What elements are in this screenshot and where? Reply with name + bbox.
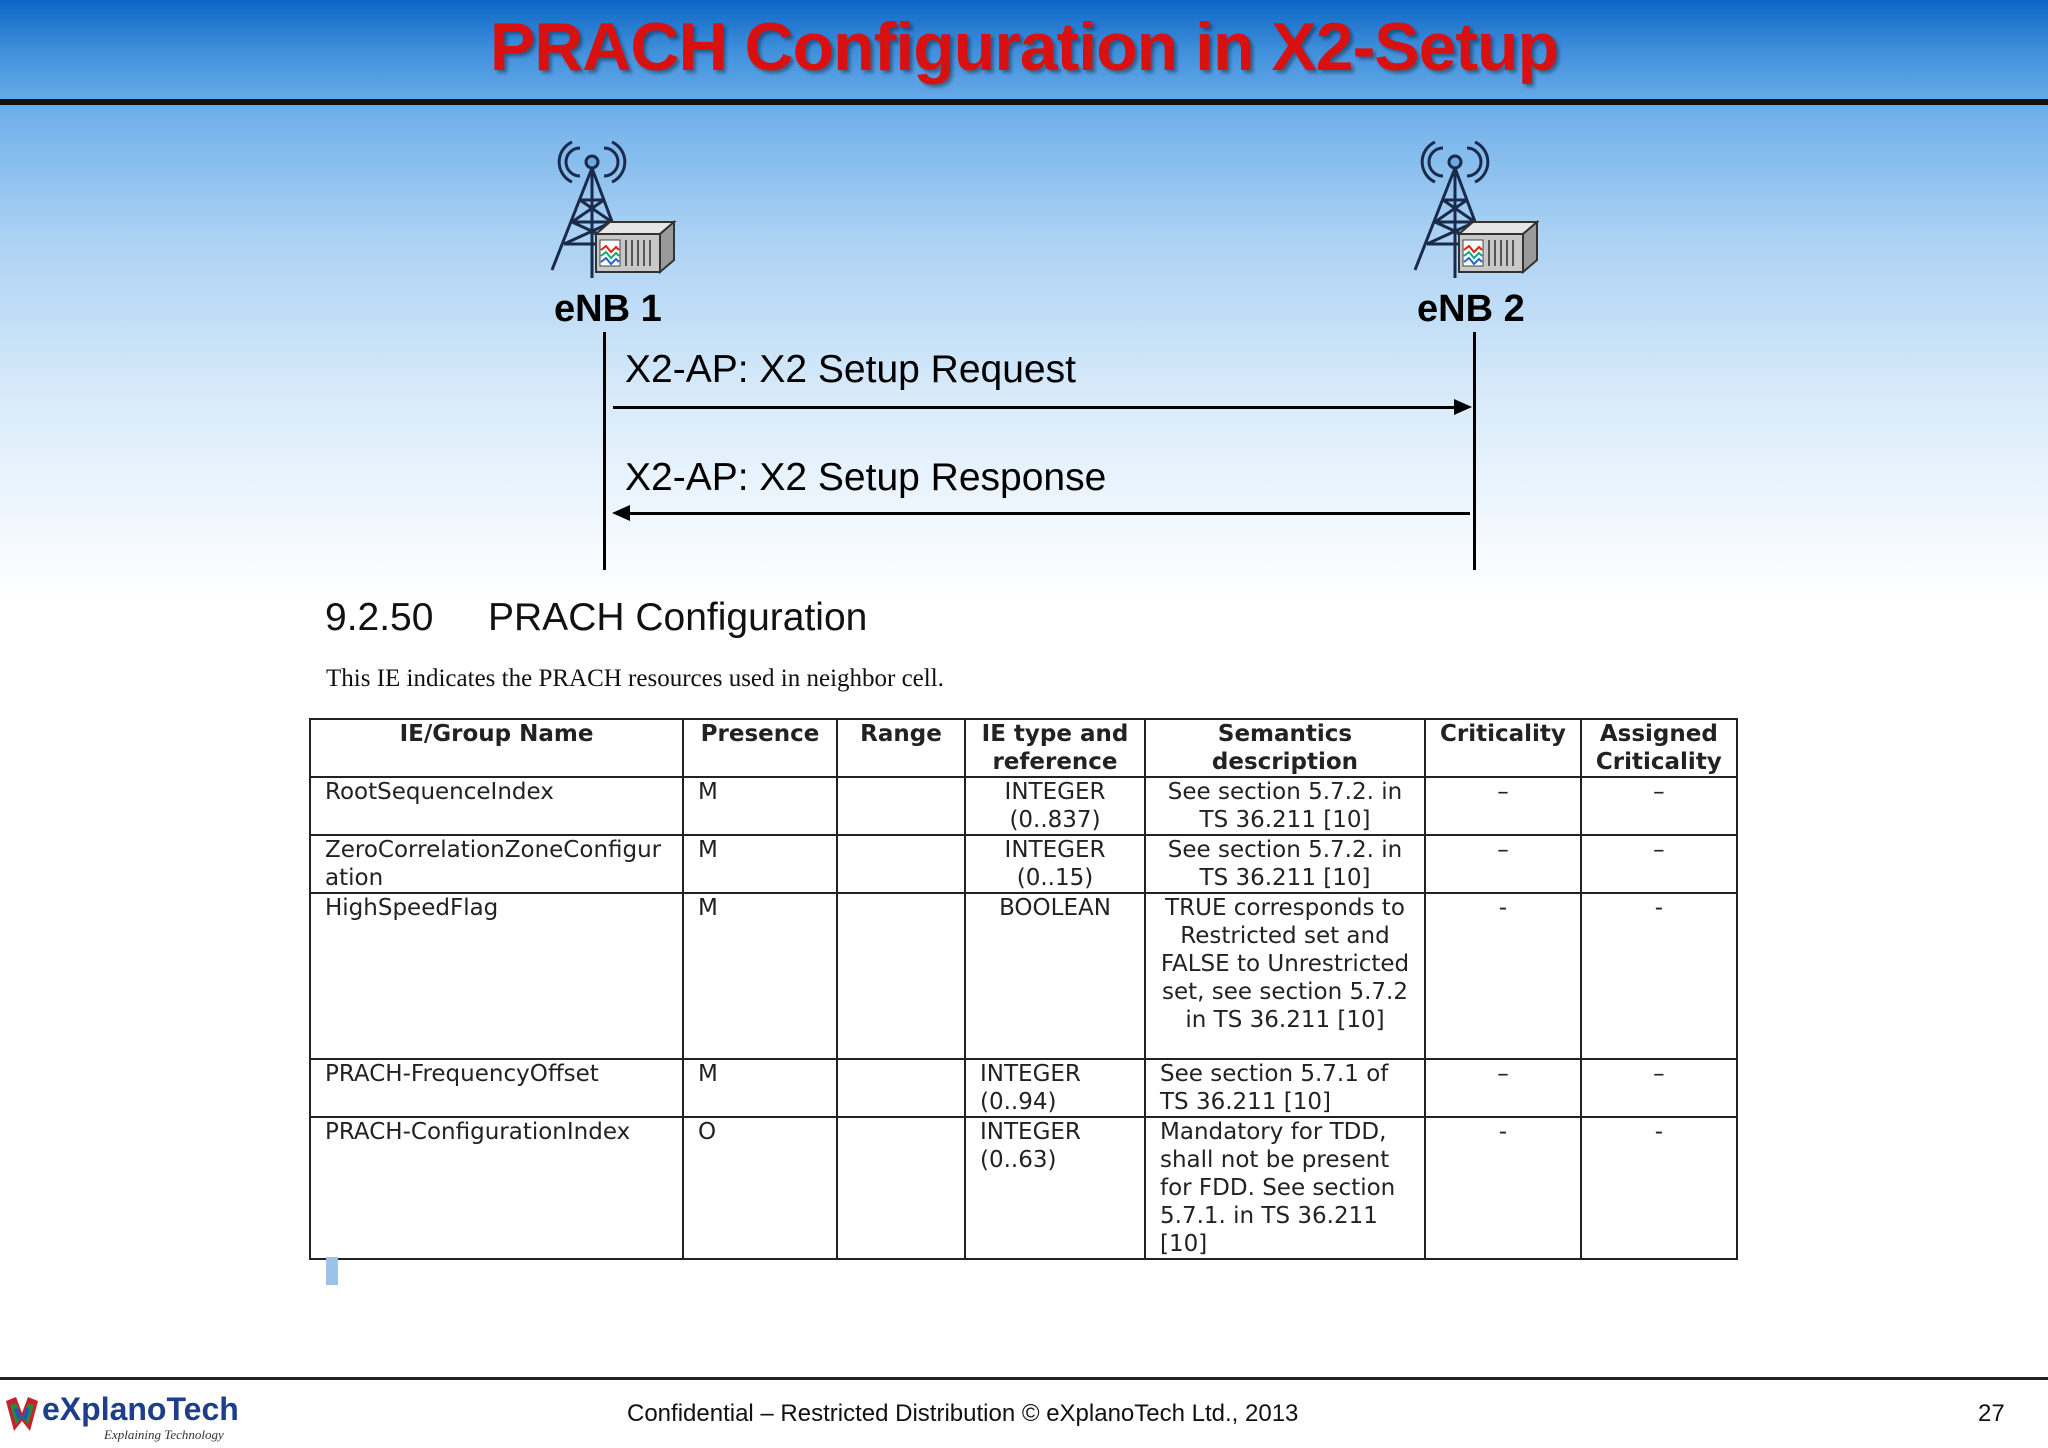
cell-ie-type: INTEGER (0..837) xyxy=(965,777,1145,835)
enb1-lifeline xyxy=(603,332,606,570)
section-description: This IE indicates the PRACH resources used in neighbor cell. xyxy=(326,665,944,692)
cell-ie-type: INTEGER (0..94) xyxy=(965,1059,1145,1117)
cell-assigned-criticality: – xyxy=(1581,777,1737,835)
cell-presence: M xyxy=(683,893,837,1059)
table-row xyxy=(310,1117,1737,1259)
confidential-notice: Confidential – Restricted Distribution © eXplanoTech Ltd., 2013 xyxy=(627,1400,1299,1427)
cell-ie-name: RootSequenceIndex xyxy=(310,777,683,835)
header-ie-type: IE type and reference xyxy=(965,719,1145,777)
enb2-tower-icon xyxy=(1395,138,1545,286)
enb2-lifeline xyxy=(1473,332,1476,570)
cell-range xyxy=(837,893,965,1059)
cell-semantics: TRUE corresponds to Restricted set and FALSE to Unrestricted set, see section 5.7.2 in TS 36.211 [10] xyxy=(1145,893,1425,1059)
title-divider xyxy=(0,99,2048,105)
arrowhead-left-icon xyxy=(612,505,630,521)
setup-request-label: X2-AP: X2 Setup Request xyxy=(625,348,1076,391)
prach-ie-table xyxy=(309,718,1738,1260)
cell-range xyxy=(837,1059,965,1117)
cell-assigned-criticality: - xyxy=(1581,893,1737,1059)
setup-request-arrow xyxy=(613,406,1459,409)
cell-ie-name: PRACH-FrequencyOffset xyxy=(310,1059,683,1117)
setup-response-arrow xyxy=(628,512,1470,515)
section-number: 9.2.50 xyxy=(325,596,434,639)
slide-title: PRACH Configuration in X2-Setup xyxy=(489,9,1559,85)
cell-ie-type: BOOLEAN xyxy=(965,893,1145,1059)
section-title: PRACH Configuration xyxy=(488,596,868,639)
cell-assigned-criticality: – xyxy=(1581,835,1737,893)
cell-criticality: - xyxy=(1425,893,1581,1059)
footer-divider xyxy=(0,1377,2048,1380)
enb1-label: eNB 1 xyxy=(554,288,662,330)
cell-range xyxy=(837,835,965,893)
cell-ie-name: HighSpeedFlag xyxy=(310,893,683,1059)
table-row xyxy=(310,835,1737,893)
cell-semantics: See section 5.7.1 of TS 36.211 [10] xyxy=(1145,1059,1425,1117)
cell-criticality: – xyxy=(1425,835,1581,893)
cell-ie-type: INTEGER (0..15) xyxy=(965,835,1145,893)
page-number: 27 xyxy=(1978,1400,2005,1427)
cell-semantics: See section 5.7.2. in TS 36.211 [10] xyxy=(1145,777,1425,835)
arrowhead-right-icon xyxy=(1454,399,1472,415)
table-row xyxy=(310,893,1737,1059)
logo-tagline: Explaining Technology xyxy=(104,1427,224,1442)
cell-presence: M xyxy=(683,777,837,835)
cell-ie-type: INTEGER (0..63) xyxy=(965,1117,1145,1259)
cell-presence: M xyxy=(683,835,837,893)
cell-semantics: Mandatory for TDD, shall not be present for FDD. See section 5.7.1. in TS 36.211 [10] xyxy=(1145,1117,1425,1259)
header-semantics: Semantics description xyxy=(1145,719,1425,777)
cell-assigned-criticality: – xyxy=(1581,1059,1737,1117)
table-header-row xyxy=(310,719,1737,777)
cell-presence: O xyxy=(683,1117,837,1259)
cell-semantics: See section 5.7.2. in TS 36.211 [10] xyxy=(1145,835,1425,893)
cell-criticality: - xyxy=(1425,1117,1581,1259)
cell-criticality: – xyxy=(1425,777,1581,835)
title-bar xyxy=(0,0,2048,100)
header-assigned-criticality: Assigned Criticality xyxy=(1581,719,1737,777)
enb2-label: eNB 2 xyxy=(1417,288,1525,330)
enb1-tower-icon xyxy=(532,138,682,286)
header-ie-group-name: IE/Group Name xyxy=(310,719,683,777)
cell-criticality: – xyxy=(1425,1059,1581,1117)
cell-range xyxy=(837,777,965,835)
cursor-marker xyxy=(326,1257,338,1285)
explanotech-logo xyxy=(4,1391,244,1443)
cell-presence: M xyxy=(683,1059,837,1117)
explanotech-logo-icon xyxy=(4,1395,40,1435)
header-presence: Presence xyxy=(683,719,837,777)
table-row xyxy=(310,1059,1737,1117)
base-station-box-icon xyxy=(596,222,674,272)
cell-assigned-criticality: - xyxy=(1581,1117,1737,1259)
base-station-box-icon xyxy=(1459,222,1537,272)
cell-ie-name: ZeroCorrelationZoneConfiguration xyxy=(310,835,683,893)
section-heading xyxy=(325,596,867,640)
header-criticality: Criticality xyxy=(1425,719,1581,777)
logo-name: eXplanoTech xyxy=(42,1391,239,1427)
cell-ie-name: PRACH-ConfigurationIndex xyxy=(310,1117,683,1259)
cell-range xyxy=(837,1117,965,1259)
setup-response-label: X2-AP: X2 Setup Response xyxy=(625,456,1107,499)
header-range: Range xyxy=(837,719,965,777)
table-row xyxy=(310,777,1737,835)
